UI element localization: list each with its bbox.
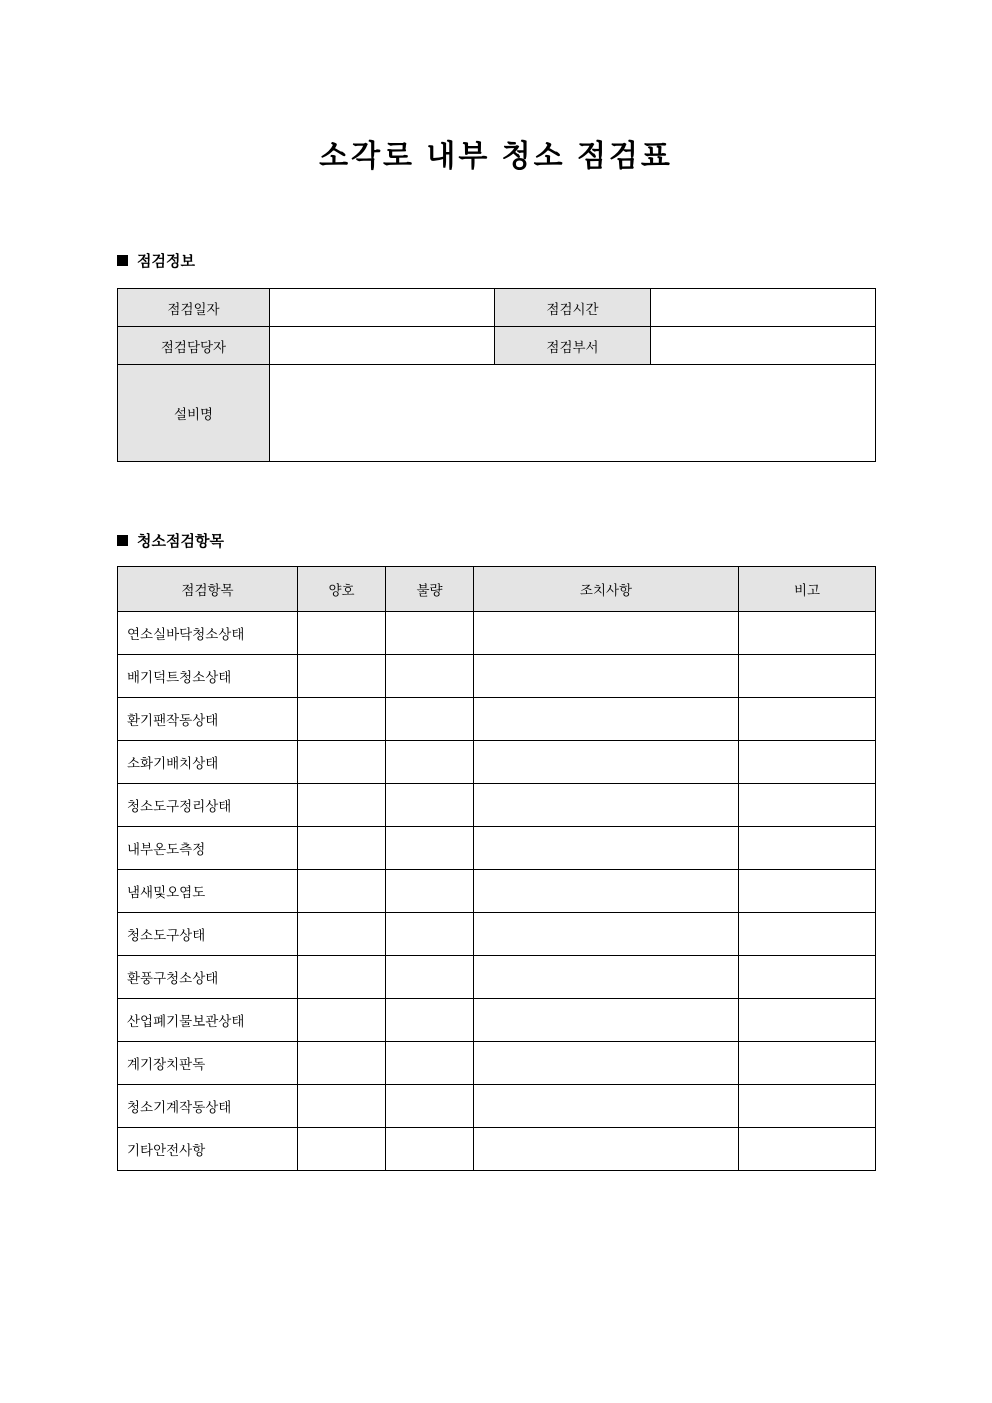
cell-inspection-item: 환풍구청소상태 xyxy=(118,956,298,999)
column-header-action: 조치사항 xyxy=(474,567,739,612)
cell-good-checkbox[interactable] xyxy=(298,999,386,1042)
table-row xyxy=(118,612,876,655)
cell-remarks[interactable] xyxy=(739,913,876,956)
cell-action-taken[interactable] xyxy=(474,956,739,999)
filled-square-bullet-icon xyxy=(117,255,128,266)
table-row xyxy=(118,698,876,741)
cell-good-checkbox[interactable] xyxy=(298,612,386,655)
cell-inspection-item: 환기팬작동상태 xyxy=(118,698,298,741)
table-row xyxy=(118,956,876,999)
table-row xyxy=(118,999,876,1042)
label-department: 점검부서 xyxy=(495,327,651,365)
cell-inspection-item: 냄새및오염도 xyxy=(118,870,298,913)
column-header-item: 점검항목 xyxy=(118,567,298,612)
page-title: 소각로 내부 청소 점검표 xyxy=(319,140,673,173)
column-header-remarks: 비고 xyxy=(739,567,876,612)
value-inspection-date[interactable] xyxy=(270,289,495,327)
value-inspector[interactable] xyxy=(270,327,495,365)
cell-good-checkbox[interactable] xyxy=(298,784,386,827)
column-header-bad: 불량 xyxy=(386,567,474,612)
cell-bad-checkbox[interactable] xyxy=(386,741,474,784)
table-row xyxy=(118,827,876,870)
cell-bad-checkbox[interactable] xyxy=(386,1085,474,1128)
cell-action-taken[interactable] xyxy=(474,698,739,741)
cell-good-checkbox[interactable] xyxy=(298,1085,386,1128)
cell-remarks[interactable] xyxy=(739,1085,876,1128)
cell-inspection-item: 기타안전사항 xyxy=(118,1128,298,1171)
cell-action-taken[interactable] xyxy=(474,741,739,784)
cell-good-checkbox[interactable] xyxy=(298,741,386,784)
cell-action-taken[interactable] xyxy=(474,870,739,913)
section-heading-label: 청소점검항목 xyxy=(137,533,224,550)
cell-bad-checkbox[interactable] xyxy=(386,913,474,956)
cell-action-taken[interactable] xyxy=(474,913,739,956)
cell-inspection-item: 소화기배치상태 xyxy=(118,741,298,784)
cell-remarks[interactable] xyxy=(739,741,876,784)
table-row xyxy=(118,741,876,784)
cleaning-inspection-items-table xyxy=(117,566,876,1171)
cell-remarks[interactable] xyxy=(739,870,876,913)
cell-action-taken[interactable] xyxy=(474,1128,739,1171)
cell-inspection-item: 산업폐기물보관상태 xyxy=(118,999,298,1042)
label-inspector: 점검담당자 xyxy=(118,327,270,365)
cell-bad-checkbox[interactable] xyxy=(386,698,474,741)
cell-good-checkbox[interactable] xyxy=(298,956,386,999)
cell-bad-checkbox[interactable] xyxy=(386,956,474,999)
cell-remarks[interactable] xyxy=(739,784,876,827)
table-row xyxy=(118,655,876,698)
cell-good-checkbox[interactable] xyxy=(298,1128,386,1171)
table-row xyxy=(118,784,876,827)
cell-inspection-item: 청소도구정리상태 xyxy=(118,784,298,827)
table-header-row xyxy=(118,567,876,612)
table-row xyxy=(118,1085,876,1128)
table-row xyxy=(118,289,876,327)
label-equipment-name: 설비명 xyxy=(118,365,270,462)
cell-bad-checkbox[interactable] xyxy=(386,655,474,698)
section-heading-cleaning-items xyxy=(117,530,224,551)
cell-inspection-item: 내부온도측정 xyxy=(118,827,298,870)
cell-remarks[interactable] xyxy=(739,698,876,741)
cell-inspection-item: 배기덕트청소상태 xyxy=(118,655,298,698)
cell-remarks[interactable] xyxy=(739,956,876,999)
cell-bad-checkbox[interactable] xyxy=(386,870,474,913)
cell-bad-checkbox[interactable] xyxy=(386,1042,474,1085)
value-department[interactable] xyxy=(651,327,876,365)
cell-inspection-item: 계기장치판독 xyxy=(118,1042,298,1085)
value-inspection-time[interactable] xyxy=(651,289,876,327)
cell-remarks[interactable] xyxy=(739,999,876,1042)
cell-action-taken[interactable] xyxy=(474,1042,739,1085)
label-inspection-date: 점검일자 xyxy=(118,289,270,327)
cell-bad-checkbox[interactable] xyxy=(386,827,474,870)
cell-bad-checkbox[interactable] xyxy=(386,612,474,655)
cell-action-taken[interactable] xyxy=(474,827,739,870)
cell-remarks[interactable] xyxy=(739,655,876,698)
cell-bad-checkbox[interactable] xyxy=(386,1128,474,1171)
cell-good-checkbox[interactable] xyxy=(298,913,386,956)
table-row xyxy=(118,913,876,956)
cell-remarks[interactable] xyxy=(739,612,876,655)
filled-square-bullet-icon xyxy=(117,535,128,546)
value-equipment-name[interactable] xyxy=(270,365,876,462)
cell-remarks[interactable] xyxy=(739,1128,876,1171)
cell-good-checkbox[interactable] xyxy=(298,698,386,741)
cell-action-taken[interactable] xyxy=(474,999,739,1042)
cell-inspection-item: 청소기계작동상태 xyxy=(118,1085,298,1128)
table-row xyxy=(118,1128,876,1171)
cell-action-taken[interactable] xyxy=(474,612,739,655)
table-row xyxy=(118,1042,876,1085)
cell-remarks[interactable] xyxy=(739,1042,876,1085)
cell-remarks[interactable] xyxy=(739,827,876,870)
table-row xyxy=(118,327,876,365)
cell-good-checkbox[interactable] xyxy=(298,870,386,913)
cell-action-taken[interactable] xyxy=(474,784,739,827)
cell-good-checkbox[interactable] xyxy=(298,655,386,698)
cell-action-taken[interactable] xyxy=(474,1085,739,1128)
cell-good-checkbox[interactable] xyxy=(298,827,386,870)
cell-bad-checkbox[interactable] xyxy=(386,784,474,827)
column-header-good: 양호 xyxy=(298,567,386,612)
section-heading-inspection-info xyxy=(117,250,195,271)
table-row xyxy=(118,870,876,913)
inspection-info-table xyxy=(117,288,876,462)
cell-action-taken[interactable] xyxy=(474,655,739,698)
cell-bad-checkbox[interactable] xyxy=(386,999,474,1042)
cell-good-checkbox[interactable] xyxy=(298,1042,386,1085)
cell-inspection-item: 청소도구상태 xyxy=(118,913,298,956)
table-row xyxy=(118,365,876,462)
section-heading-label: 점검정보 xyxy=(137,253,195,270)
cell-inspection-item: 연소실바닥청소상태 xyxy=(118,612,298,655)
label-inspection-time: 점검시간 xyxy=(495,289,651,327)
